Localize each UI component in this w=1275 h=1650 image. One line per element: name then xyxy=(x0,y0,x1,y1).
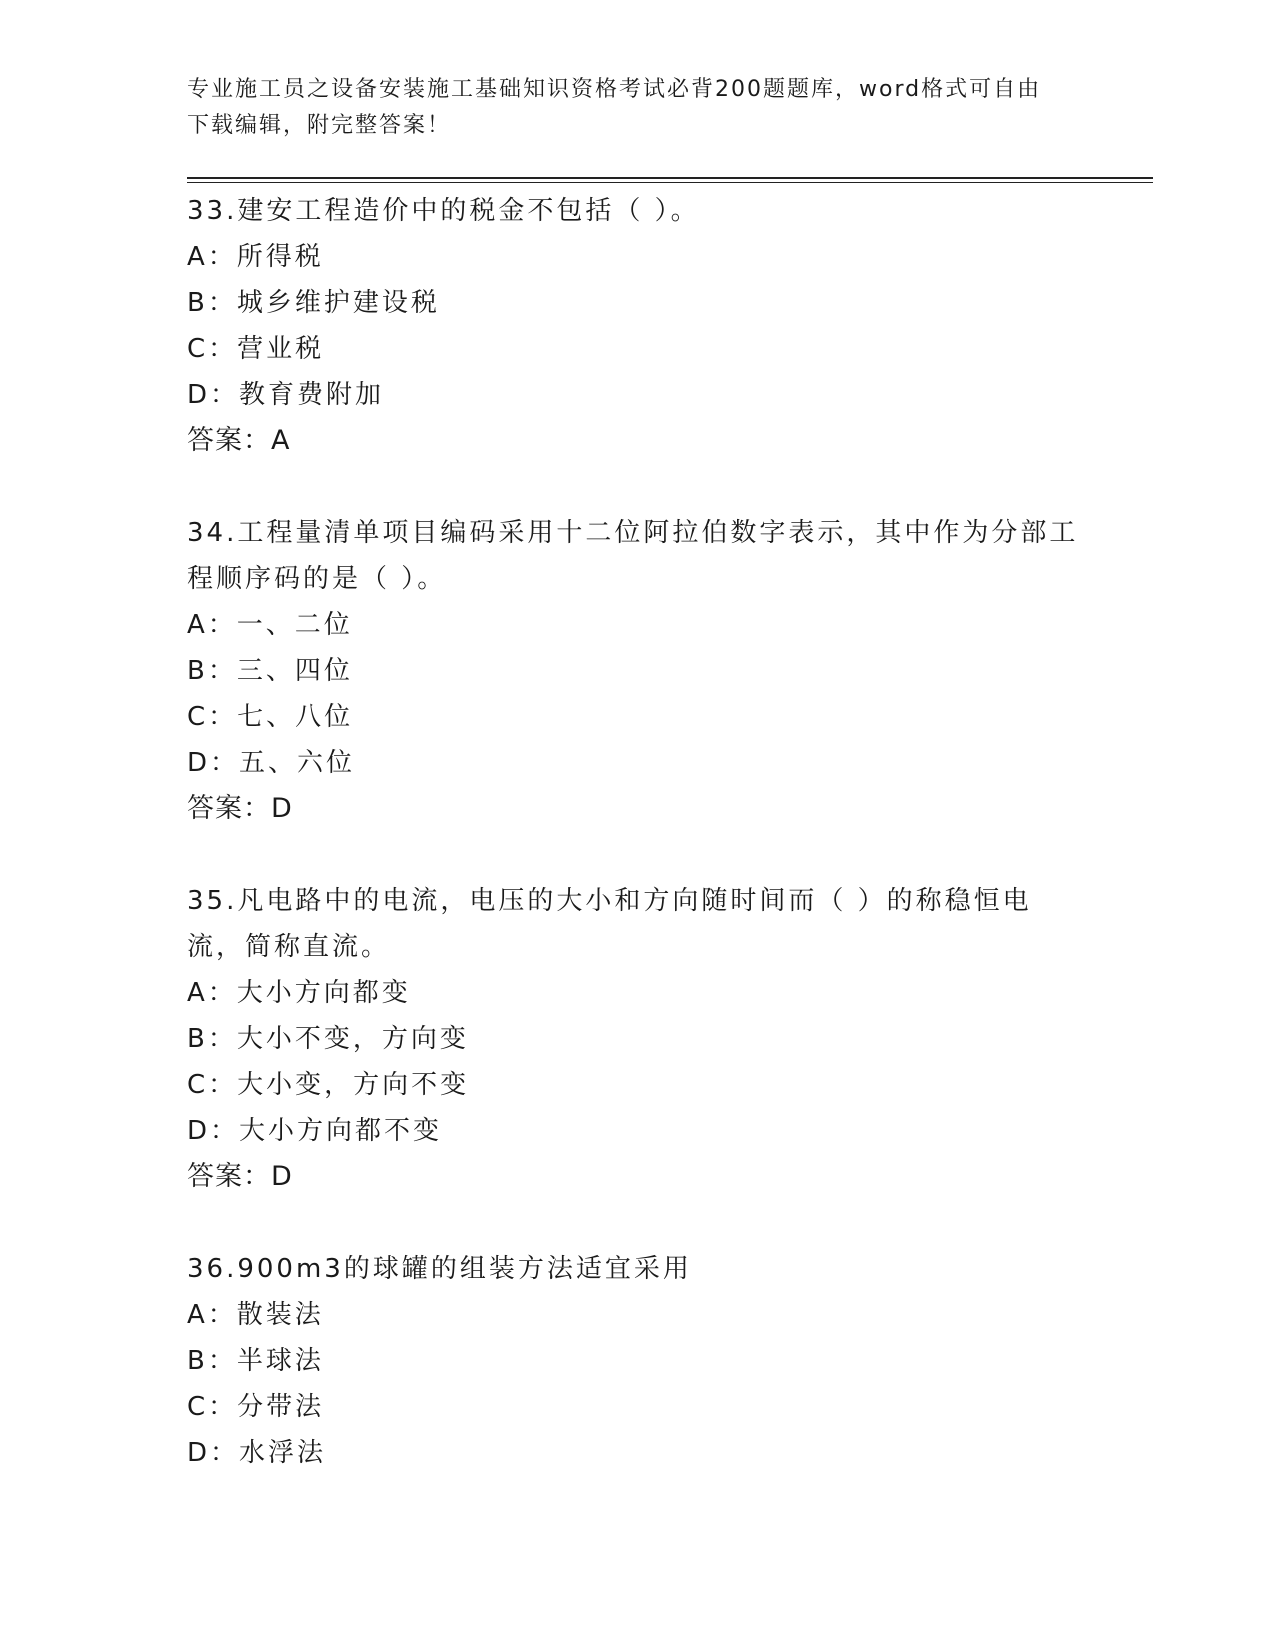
answer-label: 答案： xyxy=(187,1161,271,1192)
option-b: B：半球法 xyxy=(187,1346,324,1376)
question-34 xyxy=(187,510,1087,832)
option-a: A：所得税 xyxy=(187,242,324,272)
header-line-1: 专业施工员之设备安装施工基础知识资格考试必背200题题库，word格式可自由 xyxy=(187,77,1042,102)
option-a: A：一、二位 xyxy=(187,610,353,640)
option-d: D：教育费附加 xyxy=(187,380,385,410)
question-text: 35.凡电路中的电流，电压的大小和方向随时间而（ ）的称稳恒电流，简称直流。 xyxy=(187,886,1032,962)
question-35 xyxy=(187,878,1087,1200)
header-divider-thin xyxy=(187,182,1153,183)
header-line-2: 下载编辑，附完整答案！ xyxy=(187,113,452,138)
answer-value: D xyxy=(271,793,293,824)
option-d: D：大小方向都不变 xyxy=(187,1116,443,1146)
question-list xyxy=(187,188,1087,1522)
document-header xyxy=(187,72,1067,144)
header-divider-thick xyxy=(187,177,1153,179)
answer-label: 答案： xyxy=(187,793,271,824)
option-c: C：营业税 xyxy=(187,334,325,364)
option-b: B：城乡维护建设税 xyxy=(187,288,440,318)
option-c: C：七、八位 xyxy=(187,702,354,732)
option-c: C：分带法 xyxy=(187,1392,325,1422)
answer-value: A xyxy=(271,425,291,456)
option-d: D：五、六位 xyxy=(187,748,356,778)
question-text: 36.900m3的球罐的组装方法适宜采用 xyxy=(187,1254,692,1284)
question-36 xyxy=(187,1246,1087,1476)
question-text: 33.建安工程造价中的税金不包括（ ）。 xyxy=(187,196,700,226)
option-c: C：大小变，方向不变 xyxy=(187,1070,470,1100)
option-d: D：水浮法 xyxy=(187,1438,327,1468)
option-a: A：大小方向都变 xyxy=(187,978,411,1008)
option-b: B：大小不变，方向变 xyxy=(187,1024,469,1054)
answer-line xyxy=(187,786,1087,832)
question-text: 34.工程量清单项目编码采用十二位阿拉伯数字表示，其中作为分部工程顺序码的是（ ）。 xyxy=(187,518,1079,594)
answer-line xyxy=(187,1154,1087,1200)
question-33 xyxy=(187,188,1087,464)
answer-value: D xyxy=(271,1161,293,1192)
answer-line xyxy=(187,418,1087,464)
option-b: B：三、四位 xyxy=(187,656,353,686)
answer-label: 答案： xyxy=(187,425,271,456)
option-a: A：散装法 xyxy=(187,1300,324,1330)
